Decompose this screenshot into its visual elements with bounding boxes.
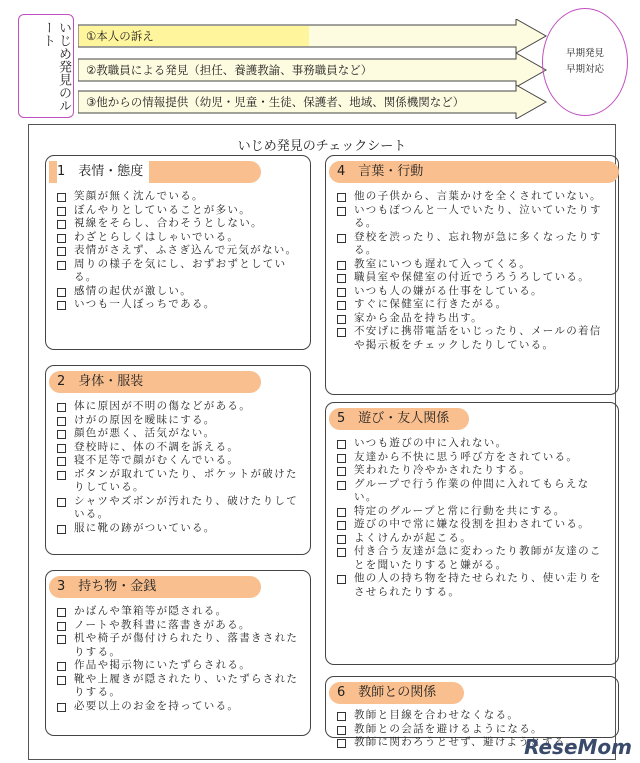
checklist-item[interactable]: ボタンが取れていたり、ポケットが破けたりしている。 bbox=[56, 468, 302, 495]
section-1 bbox=[45, 155, 311, 350]
checklist-item[interactable]: いつも人の嫌がる仕事をしている。 bbox=[336, 285, 610, 299]
section-title bbox=[329, 408, 469, 430]
checklist-item[interactable]: よくけんかが起こる。 bbox=[336, 532, 610, 546]
checklist-item[interactable]: 体に原因が不明の傷などがある。 bbox=[56, 400, 302, 414]
section-title bbox=[49, 161, 261, 183]
goal-line: 早期対応 bbox=[565, 64, 604, 75]
checklist-item[interactable]: 表情がさえず、ふさぎ込んで元気がない。 bbox=[56, 244, 302, 258]
section-title-text: 3 持ち物・金銭 bbox=[57, 579, 157, 594]
checklist-item[interactable]: いつもぽつんと一人でいたり、泣いていたりする。 bbox=[336, 204, 610, 231]
checklist-item[interactable]: 服に靴の跡がついている。 bbox=[56, 522, 302, 536]
section-3 bbox=[45, 570, 311, 736]
checklist-item[interactable]: 特定のグループと常に行動を共にする。 bbox=[336, 505, 610, 519]
sheet-title: いじめ発見のチェックシート bbox=[237, 139, 407, 154]
checklist-item[interactable]: 付き合う友達が急に変わったり教師が友達のことを聞いたりすると嫌がる。 bbox=[336, 545, 610, 572]
section-2 bbox=[45, 365, 311, 555]
checklist-item[interactable]: 遊びの中で常に嫌な役割を担わされている。 bbox=[336, 518, 610, 532]
checklist-item[interactable]: 他の子供から、言葉かけを全くされていない。 bbox=[336, 190, 610, 204]
route-label: いじめ発見のルート bbox=[40, 21, 71, 112]
checklist-item[interactable]: 感情の起伏が激しい。 bbox=[56, 285, 302, 299]
checklist-item[interactable]: けがの原因を曖昧にする。 bbox=[56, 414, 302, 428]
route-item: ②教職員による発見（担任、養護教諭、事務職員など） bbox=[86, 63, 373, 77]
section-4 bbox=[325, 155, 619, 395]
section-5 bbox=[325, 402, 619, 665]
route-item: ①本人の訴え bbox=[86, 29, 154, 43]
resemom-logo: ReseMom bbox=[524, 735, 632, 759]
checklist-item[interactable]: ぼんやりとしていることが多い。 bbox=[56, 204, 302, 218]
checklist-item[interactable]: 視線をそらし、合わそうとしない。 bbox=[56, 217, 302, 231]
early-response-oval bbox=[542, 8, 628, 116]
checklist-item[interactable]: 登校時に、体の不調を訴える。 bbox=[56, 441, 302, 455]
checklist-item[interactable]: 靴や上履きが隠されたり、いたずらされたりする。 bbox=[56, 673, 302, 700]
checklist-item[interactable]: 教師に関わろうとせず、避けようとする。 bbox=[336, 736, 610, 750]
checklist-item[interactable]: シャツやズボンが汚れたり、破けたりしている。 bbox=[56, 495, 302, 522]
checklist-item[interactable]: 周りの様子を気にし、おずおずとしている。 bbox=[56, 258, 302, 285]
checklist-item[interactable]: 笑われたり冷やかされたりする。 bbox=[336, 464, 610, 478]
section-title bbox=[329, 682, 464, 704]
checklist-item[interactable]: 不安げに携帯電話をいじったり、メールの着信や掲示板をチェックしたりしている。 bbox=[336, 325, 610, 352]
section-title-text: 2 身体・服装 bbox=[57, 374, 144, 389]
section-title-text: 5 遊び・友人関係 bbox=[337, 411, 450, 426]
section-title bbox=[49, 371, 261, 393]
checklist-item[interactable]: わざとらしくはしゃいでいる。 bbox=[56, 231, 302, 245]
checklist-item[interactable]: いつも遊びの中に入れない。 bbox=[336, 437, 610, 451]
route-item: ③他からの情報提供（幼児・児童・生徒、保護者、地域、関係機関など） bbox=[86, 95, 465, 109]
checklist-item[interactable]: 登校を渋ったり、忘れ物が急に多くなったりする。 bbox=[336, 231, 610, 258]
checklist-item[interactable]: 他の人の持ち物を持たせられたり、使い走りをさせられたりする。 bbox=[336, 572, 610, 599]
route-label-box bbox=[18, 14, 74, 118]
section-title bbox=[49, 576, 261, 598]
section-title-text: 4 言葉・行動 bbox=[337, 164, 424, 179]
checklist-item[interactable]: 寝不足等で顔がむくんでいる。 bbox=[56, 454, 302, 468]
checklist-item[interactable]: かばんや筆箱等が隠される。 bbox=[56, 605, 302, 619]
checklist-item[interactable]: すぐに保健室に行きたがる。 bbox=[336, 298, 610, 312]
checklist-item[interactable]: 作品や掲示物にいたずらされる。 bbox=[56, 659, 302, 673]
checklist-item[interactable]: 家から金品を持ち出す。 bbox=[336, 312, 610, 326]
checklist-item[interactable]: 顔色が悪く、活気がない。 bbox=[56, 427, 302, 441]
section-6 bbox=[325, 676, 619, 748]
checklist-item[interactable]: 職員室や保健室の付近でうろうろしている。 bbox=[336, 271, 610, 285]
section-title-text: 1 表情・態度 bbox=[57, 161, 149, 183]
section-title bbox=[329, 161, 619, 183]
checklist-item[interactable]: 教師との会話を避けるようになる。 bbox=[336, 723, 610, 737]
checklist-item[interactable]: 必要以上のお金を持っている。 bbox=[56, 700, 302, 714]
checklist-item[interactable]: グループで行う作業の仲間に入れてもらえない。 bbox=[336, 478, 610, 505]
checklist-item[interactable]: 友達から不快に思う呼び方をされている。 bbox=[336, 451, 610, 465]
checklist-item[interactable]: いつも一人ぼっちである。 bbox=[56, 298, 302, 312]
section-title-text: 6 教師との関係 bbox=[337, 685, 437, 700]
checklist-item[interactable]: 教室にいつも遅れて入ってくる。 bbox=[336, 258, 610, 272]
checklist-item[interactable]: ノートや教科書に落書きがある。 bbox=[56, 619, 302, 633]
checklist-item[interactable]: 机や椅子が傷付けられたり、落書きされたりする。 bbox=[56, 632, 302, 659]
checklist-item[interactable]: 教師と目線を合わせなくなる。 bbox=[336, 709, 610, 723]
checklist-item[interactable]: 笑顔が無く沈んでいる。 bbox=[56, 190, 302, 204]
goal-line: 早期発見 bbox=[565, 48, 604, 59]
